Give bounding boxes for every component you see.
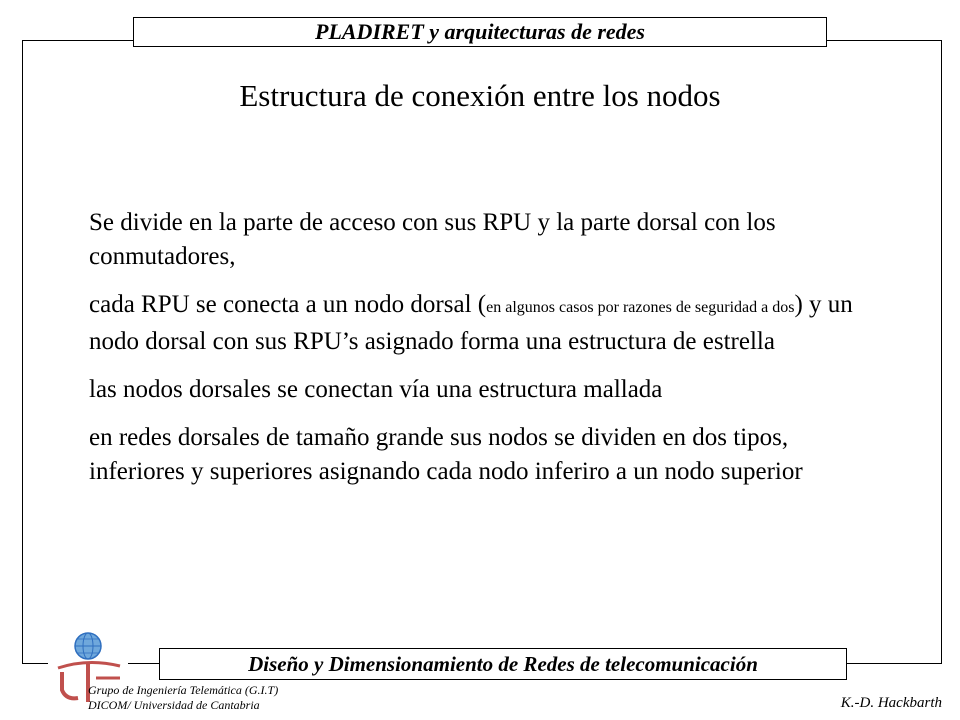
organization bbox=[88, 683, 278, 713]
footer-banner: Diseño y Dimensionamiento de Redes de telecomunicación bbox=[159, 648, 847, 680]
paragraph-2 bbox=[89, 288, 889, 359]
author: K.-D. Hackbarth bbox=[840, 695, 942, 711]
org-line-2: DICOM/ Universidad de Cantabria bbox=[88, 698, 260, 712]
slide-body bbox=[89, 206, 889, 503]
paragraph-2-note: en algunos casos por razones de seguridad a dos bbox=[486, 299, 795, 316]
paragraph-2-end: ) y un nodo dorsal con sus RPU’s asignado forma una estructura de estrella bbox=[89, 291, 853, 355]
slide-title: Estructura de conexión entre los nodos bbox=[239, 78, 721, 113]
paragraph-4: en redes dorsales de tamaño grande sus nodos se dividen en dos tipos, inferiores y superiores asignando cada nodo inferiro a un nodo superior bbox=[89, 424, 803, 485]
org-line-1: Grupo de Ingeniería Telemática (G.I.T) bbox=[88, 683, 279, 697]
paragraph-3: las nodos dorsales se conectan vía una estructura mallada bbox=[89, 376, 663, 403]
paragraph-1: Se divide en la parte de acceso con sus RPU y la parte dorsal con los conmutadores, bbox=[89, 209, 776, 270]
header-title: PLADIRET y arquitecturas de redes bbox=[133, 17, 827, 47]
paragraph-2-start: cada RPU se conecta a un nodo dorsal ( bbox=[89, 291, 487, 318]
